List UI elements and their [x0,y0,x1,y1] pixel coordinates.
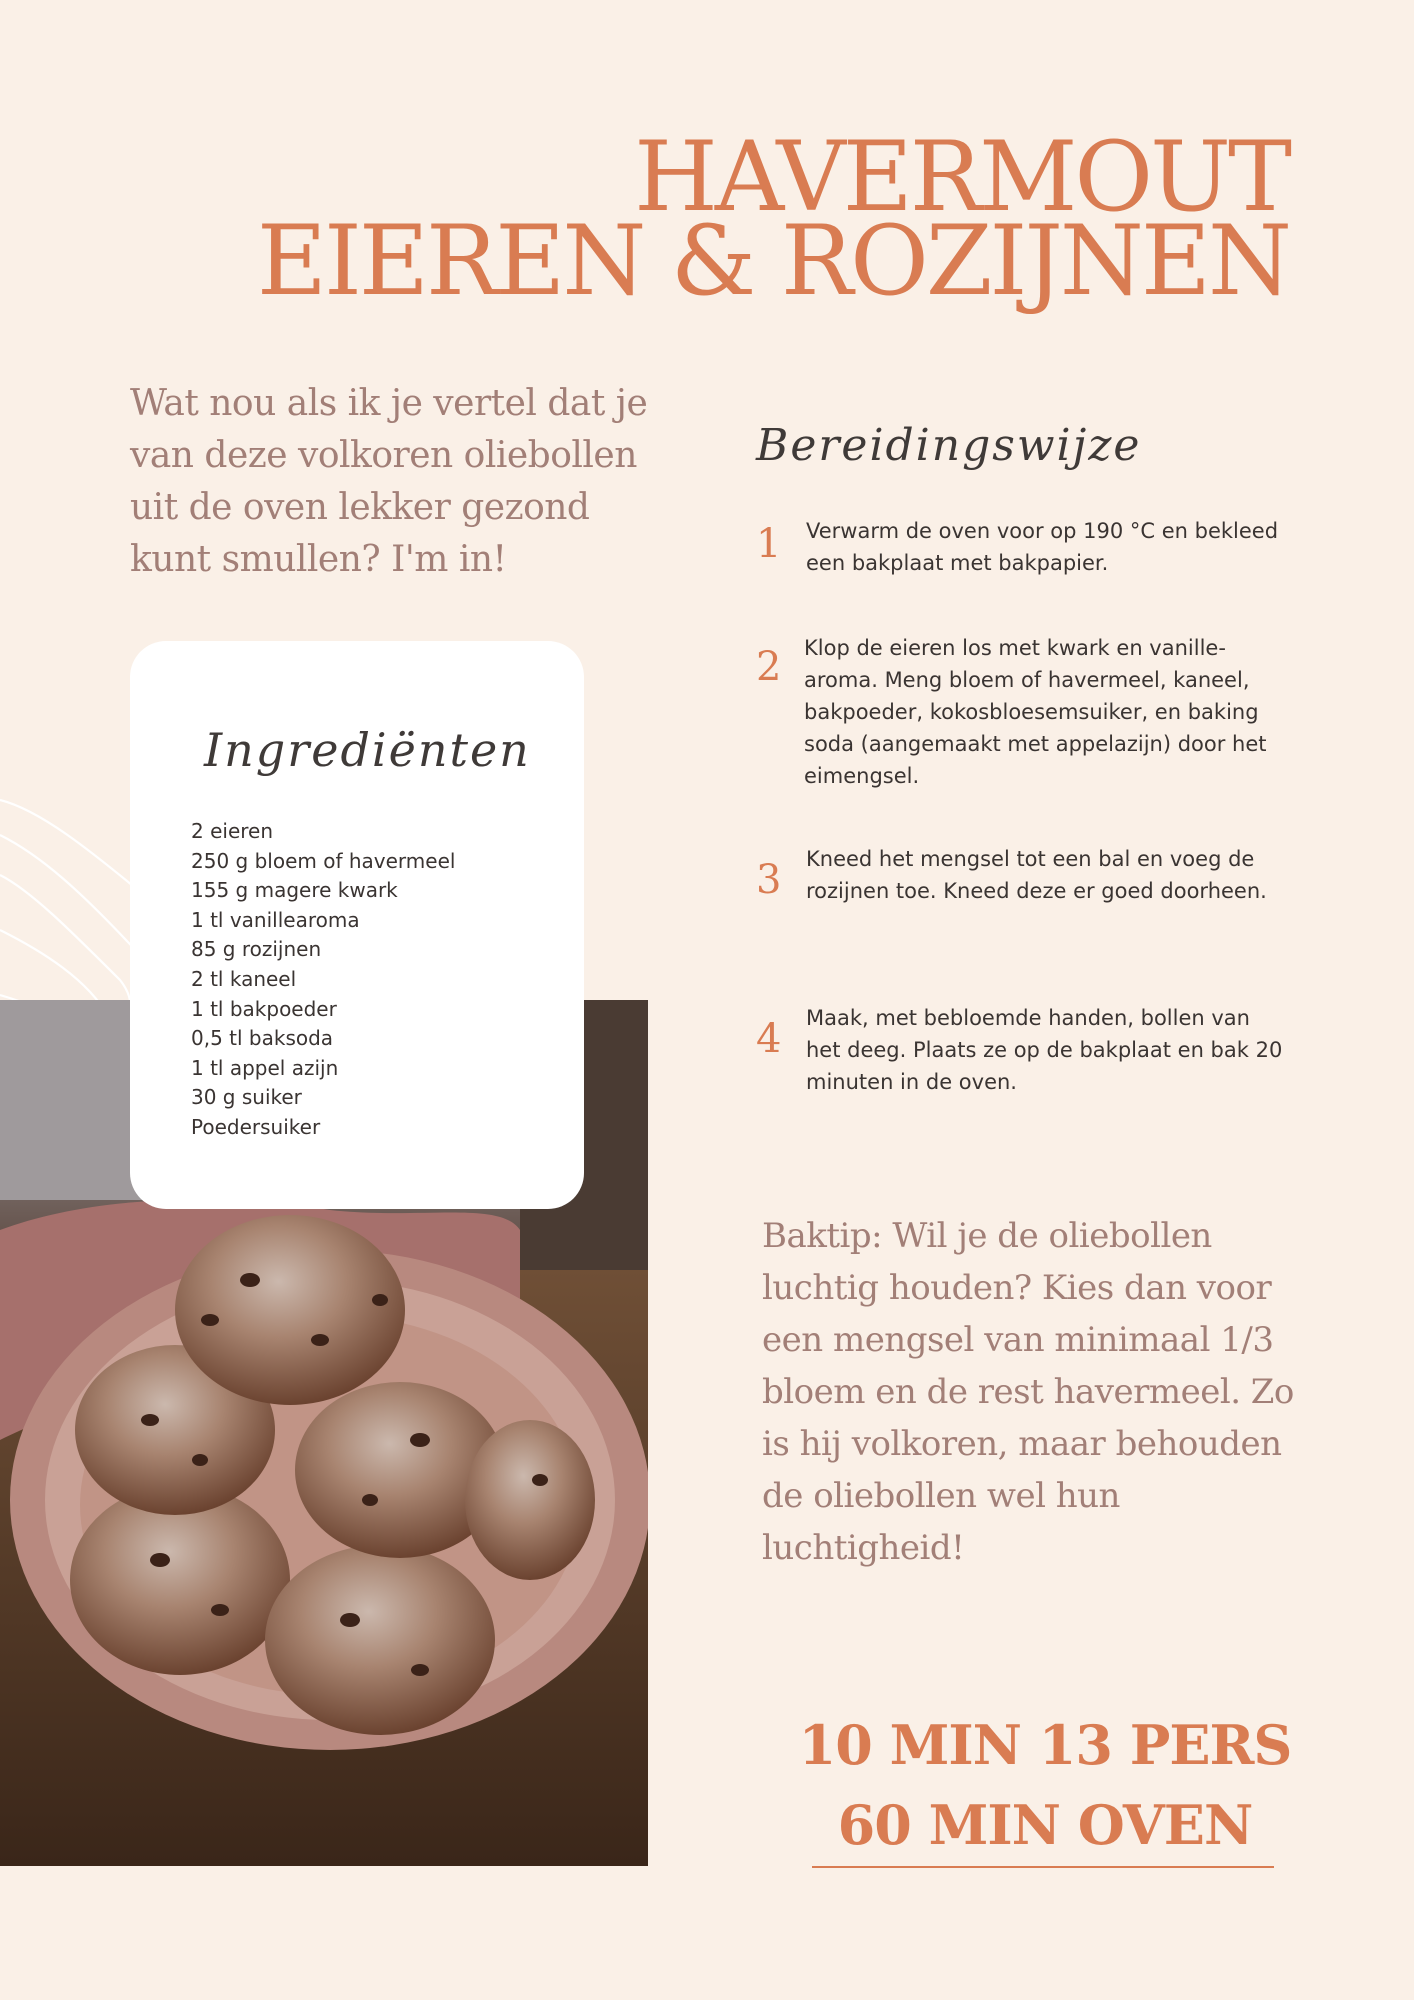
ingredient-item: 0,5 tl baksoda [191,1026,334,1051]
ingredient-item: 30 g suiker [191,1085,302,1110]
ingredient-item: 2 eieren [191,819,274,843]
meta-time-persons: 10 MIN 13 PERS [798,1713,1292,1777]
meta-underline [812,1866,1274,1868]
preparation-heading: Bereidingswijze [756,420,1142,471]
ingredient-item: 1 tl appel azijn [191,1055,339,1080]
intro-text: Wat nou als ik je vertel dat je van deze volkoren oliebollen uit de oven lekker gezond kunt smullen? I'm in! [130,383,648,580]
step-text: Maak, met bebloemde handen, bollen van het deeg. Plaats ze op de bakplaat en bak 20 minuten in de oven. [806,1006,1283,1094]
recipe-meta [790,1705,1300,1865]
ingredient-item: 85 g rozijnen [191,937,322,962]
step-number: 2 [756,644,782,690]
ingredient-item: 1 tl bakpoeder [191,996,337,1021]
step-number: 4 [756,1016,782,1062]
ingredient-item: 1 tl vanillearoma [191,907,360,932]
ingredient-item: 2 tl kaneel [191,966,297,991]
ingredient-item: Poedersuiker [191,1114,321,1139]
ingredients-card [134,645,580,1205]
meta-oven-time: 60 MIN OVEN [837,1793,1253,1857]
ingredients-list [191,817,455,1143]
step-text: Kneed het mengsel tot een bal en voeg de rozijnen toe. Kneed deze er goed doorheen. [806,847,1267,903]
ingredients-heading: Ingrediënten [204,723,531,777]
step-text: Klop de eieren los met kwark en vanille-aroma. Meng bloem of havermeel, kaneel, bakpoeder, kokosbloesemsuiker, en baking soda (aangemaakt met appelazijn) door het eimengsel. [804,636,1267,788]
step-number: 3 [756,857,782,903]
bake-tip: Baktip: Wil je de oliebollen luchtig houden? Kies dan voor een mengsel van minimaal 1/3 bloem en de rest havermeel. Zo is hij volkoren, maar behouden de oliebollen wel hun luchtigheid! [762,1216,1294,1568]
ingredient-item: 250 g bloem of havermeel [191,848,456,873]
recipe-title [256,121,1289,317]
title-line-1: HAVERMOUT [634,121,1289,233]
step-number: 1 [756,521,782,567]
ingredient-item: 155 g magere kwark [191,878,398,903]
step-text: Verwarm de oven voor op 190 °C en bekleed een bakplaat met bakpapier. [806,519,1279,575]
title-line-2: EIEREN & ROZIJNEN [256,205,1289,317]
